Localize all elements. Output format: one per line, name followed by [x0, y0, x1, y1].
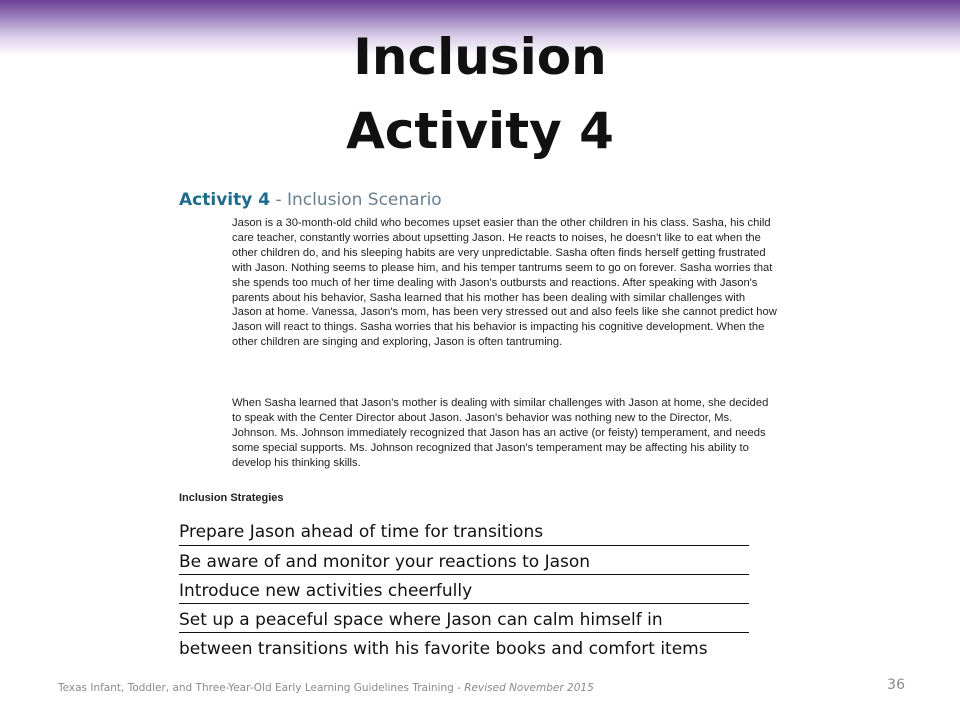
strategies-list: [179, 514, 769, 662]
footer-title: Texas Infant, Toddler, and Three-Year-Old Early Learning Guidelines Training -: [58, 682, 465, 694]
activity-heading-rest: - Inclusion Scenario: [270, 190, 442, 210]
scenario-paragraph-2: When Sasha learned that Jason's mother is dealing with similar challenges with Jason at home, she decided to speak with the Center Director about Jason. Jason's behavior was nothing new to the Director, Ms. Johnson. Ms. Johnson immediately recognized that Jason has an active (or feisty) temperament, and needs some special supports. Ms. Johnson recognized that Jason's temperament may be affecting his ability to develop his thinking skills.: [232, 397, 769, 469]
slide-title-line2: Activity 4: [346, 102, 614, 160]
strategy-item: Introduce new activities cheerfully: [179, 575, 769, 604]
slide-title-line1: Inclusion: [353, 28, 607, 86]
strategy-item: Set up a peaceful space where Jason can calm himself in: [179, 604, 769, 633]
strategy-item: Be aware of and monitor your reactions to Jason: [179, 546, 769, 575]
strategies-heading: Inclusion Strategies: [179, 492, 284, 504]
strategy-item: between transitions with his favorite books and comfort items: [179, 639, 708, 659]
activity-heading-strong: Activity 4: [179, 190, 271, 210]
footer-revised: Revised November 2015: [464, 682, 594, 694]
activity-heading: [179, 189, 442, 211]
strategy-item: Prepare Jason ahead of time for transitions: [179, 514, 769, 546]
page-number: 36: [887, 677, 905, 693]
footer-text: [58, 682, 594, 694]
scenario-paragraph-1: Jason is a 30-month-old child who becomes upset easier than the other children in his class. Sasha, his child care teacher, constantly worries about upsetting Jason. He reacts to noises, he doesn't like to eat when the other children do, and his sleeping habits are very unpredictable. Sasha often finds herself getting frustrated with Jason. Nothing seems to please him, and his temper tantrums seem to go on forever. Sasha worries that she spends too much of her time dealing with Jason's outbursts and reactions. After speaking with Jason's parents about his behavior, Sasha learned that his mother has been dealing with similar challenges with Jason at home. Vanessa, Jason's mom, has been very stressed out and also feels like she cannot predict how Jason will react to things. Sasha worries that his behavior is impacting his cognitive development. When the other children are singing and exploring, Jason is often tantruming.: [232, 217, 777, 349]
